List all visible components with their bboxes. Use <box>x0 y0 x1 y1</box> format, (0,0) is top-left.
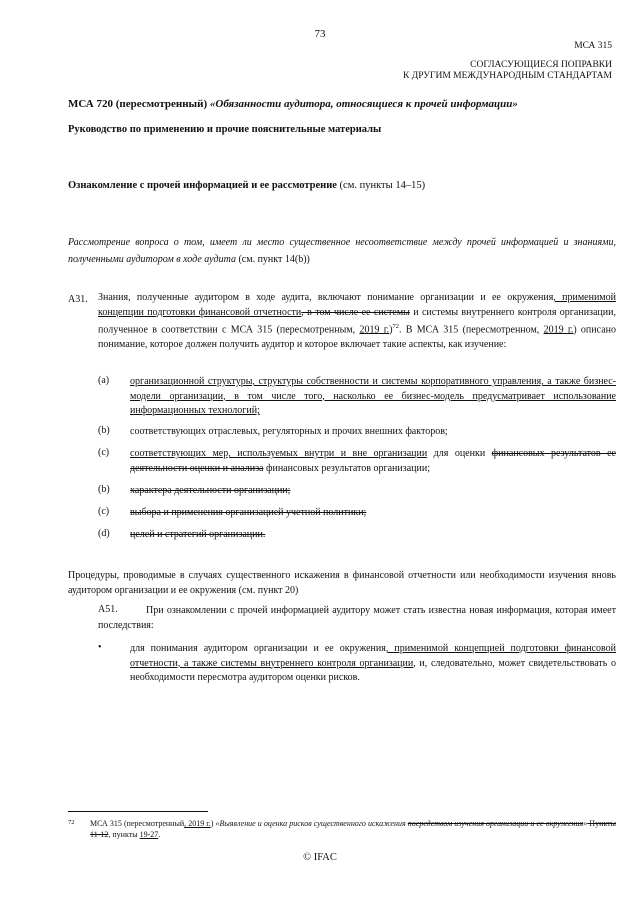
section-heading <box>68 180 425 191</box>
title-italic: «Обязанности аудитора, относящиеся к прочей информации» <box>209 98 518 110</box>
item-c-body-2: финансовых результатов организации; <box>263 462 430 474</box>
item-b-body: соответствующих отраслевых, регуляторных и прочих внешних факторов; <box>130 426 448 437</box>
a31-text-1: Знания, полученные аудитором в ходе аудита, включают понимание организации и ее окружения <box>98 292 554 303</box>
fn-strike-2: Пункты 11-12 <box>90 819 617 839</box>
item-c-strike: финансовых результатов ее деятельности оценки и анализа <box>130 448 616 474</box>
footer-copyright: © IFAC <box>303 852 337 863</box>
item-c-text <box>130 447 616 476</box>
item-d-text <box>130 528 616 543</box>
header-code: МСА 315 <box>574 41 612 51</box>
a31-text-2: и системы внутреннего контроля организации <box>409 306 614 318</box>
fn-underline-2: 19-27 <box>139 830 159 839</box>
fn-strike-1: посредством изучения организации и ее окружения <box>407 819 584 828</box>
bullet-marker: • <box>98 642 102 653</box>
a31-text-3: , полученное в соответствии с МСА 315 (пересмотренным, <box>98 306 616 336</box>
italic-heading <box>68 234 616 268</box>
a31-label: A31. <box>68 294 88 305</box>
a31-text-4: ) <box>389 324 393 336</box>
bullet-text-1: для понимания аудитором организации и ее окружения <box>130 643 386 654</box>
bullet-text-2: , и, следовательно, может свидетельствовать о необходимости пересмотра аудитором оценки рисков. <box>130 657 616 683</box>
item-b-label: (b) <box>98 425 110 436</box>
footnote-ref: 72 <box>392 323 400 330</box>
item-c-underline: соответствующих мер, используемых внутри и вне организации <box>130 448 428 459</box>
item-b2-strike: характера деятельности организации; <box>130 485 291 496</box>
section-ref: (см. пункты 14–15) <box>339 180 426 191</box>
bullet-underline: , применимой концепцией подготовки финансовой отчетности, а также системы внутреннего контроля организации <box>130 643 616 669</box>
item-d-strike: целей и стратегий организации. <box>130 529 266 540</box>
fn-text-4: . <box>158 830 161 839</box>
item-c-body-1: для оценки <box>427 448 492 459</box>
header-line-2: К ДРУГИМ МЕЖДУНАРОДНЫМ СТАНДАРТАМ <box>403 71 612 81</box>
a31-text-5: . В МСА 315 (пересмотренном, <box>399 324 544 336</box>
item-c2-strike: выбора и применения организацией учетной политики; <box>130 507 367 518</box>
italic-heading-text: Рассмотрение вопроса о том, имеет ли место существенное несоответствие между прочей информацией и знаниями, полученными аудитором в ходе аудита <box>68 237 616 265</box>
fn-underline-1: , 2019 г. <box>184 819 211 828</box>
footnote-text <box>90 818 616 840</box>
item-a-label: (a) <box>98 375 110 386</box>
italic-heading-ref: (см. пункт 14(b)) <box>238 254 310 265</box>
document-title <box>68 98 518 110</box>
bullet-text <box>130 642 616 686</box>
footnote-label: 72 <box>68 819 75 826</box>
item-c2-label: (c) <box>98 506 110 517</box>
a31-underline-1: , применимой концепции подготовки финансовой отчетности <box>98 292 616 318</box>
item-b2-text <box>130 484 616 499</box>
page-number: 73 <box>314 28 326 40</box>
item-d-label: (d) <box>98 528 110 539</box>
fn-text-1: МСА 315 (пересмотренный <box>90 819 185 828</box>
item-b2-label: (b) <box>98 484 110 495</box>
a31-underline-3: 2019 г. <box>543 324 574 336</box>
fn-italic-1: «Выявление и оценка рисков существенного искажения <box>215 819 408 828</box>
item-b-text <box>130 425 616 440</box>
a51-paragraph: При ознакомлении с прочей информацией аудитору может стать известна новая информация, которая имеет последствия: <box>98 605 616 631</box>
item-a-underline: организационной структуры, структуры собственности и системы корпоративного управления, а также бизнес-модели организации, в том числе того, насколько ее бизнес-модель предусматривает использование информационных технологий; <box>130 376 616 416</box>
fn-text-2: ) <box>210 819 216 828</box>
item-c2-text <box>130 506 616 521</box>
item-a-text <box>130 375 616 419</box>
item-c-label: (c) <box>98 447 110 458</box>
header-line-1: СОГЛАСУЮЩИЕСЯ ПОПРАВКИ <box>470 60 612 70</box>
a31-text-6: ) описано понимание, которое должен получить аудитор и которое включает такие аспекты, как изучение: <box>98 324 616 350</box>
a51-label: А51. <box>98 604 118 615</box>
a31-paragraph <box>98 291 616 352</box>
fn-text-3: , пункты <box>108 830 140 839</box>
title-bold: МСА 720 (пересмотренный) <box>68 98 208 110</box>
subtitle: Руководство по применению и прочие пояснительные материалы <box>68 124 382 135</box>
fn-italic-2: » <box>583 819 588 828</box>
a31-underline-2: 2019 г. <box>359 324 390 336</box>
footnote-divider <box>68 811 208 812</box>
a31-strike-1: , в том числе ее системы <box>301 306 410 318</box>
section-bold: Ознакомление с прочей информацией и ее рассмотрение <box>68 180 337 191</box>
procedures-heading: Процедуры, проводимые в случаях существенного искажения в финансовой отчетности или необходимости изучения вновь аудитором организации и ее окружения (см. пункт 20) <box>68 570 616 596</box>
